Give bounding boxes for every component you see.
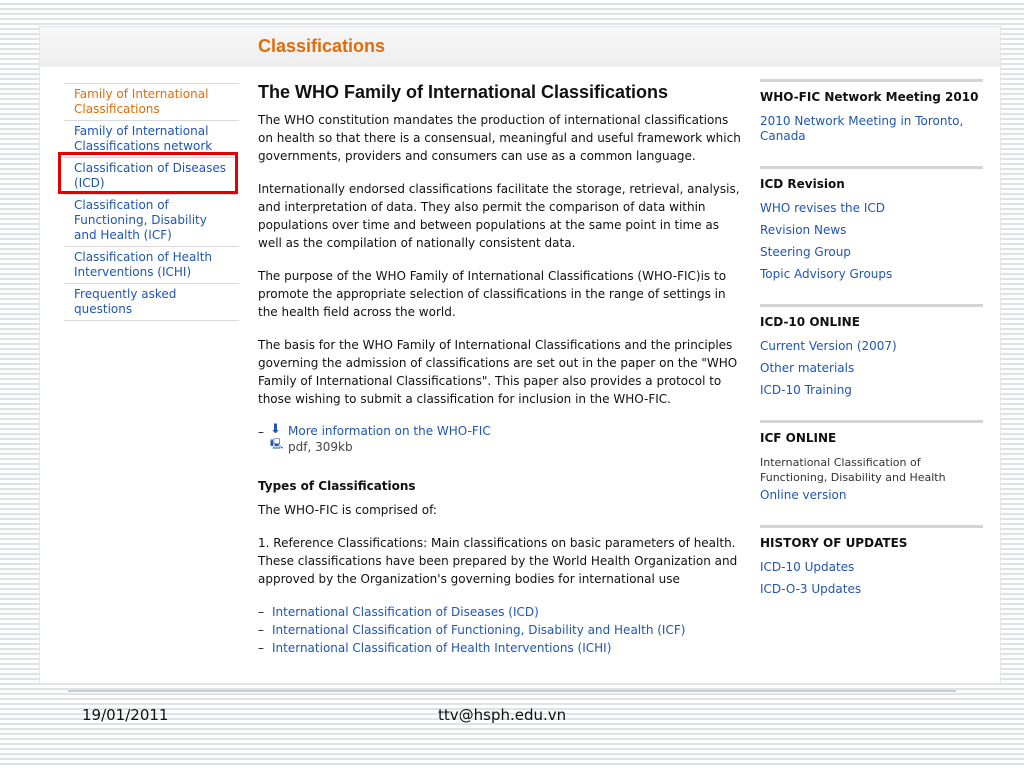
types-intro: The WHO-FIC is comprised of:	[258, 503, 437, 517]
icf-online-link[interactable]: Online version	[760, 488, 847, 502]
list-item	[258, 603, 743, 621]
footer-date: 19/01/2011	[82, 706, 169, 724]
download-icon: ⬇ 🖳	[270, 422, 284, 450]
top-band	[40, 27, 1000, 67]
footer-divider	[68, 690, 956, 692]
icf-link[interactable]: International Classification of Functioning, Disability and Health (ICF)	[272, 623, 686, 637]
download-item	[258, 423, 743, 455]
steering-group-link[interactable]: Steering Group	[760, 245, 851, 259]
list-dash: –	[258, 605, 264, 619]
left-nav	[64, 83, 239, 321]
nav-item-icf[interactable]: Classification of Functioning, Disability and Health (ICF)	[64, 194, 239, 246]
types-reference: 1. Reference Classifications: Main classifications on basic parameters of health. These classifications have been prepared by the World Health Organization and approved by the Organization's governing bodies for international use	[258, 536, 738, 586]
right-sidebar	[760, 79, 983, 619]
icd10-updates-link[interactable]: ICD-10 Updates	[760, 560, 855, 574]
sidebar-block-icd-revision	[760, 166, 983, 282]
types-heading: Types of Classifications	[258, 479, 416, 493]
list-dash: –	[258, 623, 264, 637]
current-version-link[interactable]: Current Version (2007)	[760, 339, 897, 353]
sidebar-heading: ICD Revision	[760, 177, 845, 191]
toronto-meeting-link[interactable]: 2010 Network Meeting in Toronto, Canada	[760, 114, 964, 143]
nav-item-network[interactable]: Family of International Classifications network	[64, 120, 239, 157]
section-title: Classifications	[258, 36, 386, 56]
list-item	[258, 639, 743, 657]
icd-link[interactable]: International Classification of Diseases (ICD)	[272, 605, 539, 619]
revision-news-link[interactable]: Revision News	[760, 223, 847, 237]
more-info-link[interactable]: More information on the WHO-FIC	[288, 424, 491, 438]
list-dash: –	[258, 641, 264, 655]
page-title: The WHO Family of International Classifications	[258, 82, 669, 102]
sidebar-heading: ICD-10 ONLINE	[760, 315, 860, 329]
sidebar-heading: HISTORY OF UPDATES	[760, 536, 908, 550]
download-meta: pdf, 309kb	[288, 440, 353, 454]
sidebar-heading: WHO-FIC Network Meeting 2010	[760, 90, 979, 104]
paragraph-basis: The basis for the WHO Family of International Classifications and the principles governing the admission of classifications are set out in the paper on the "WHO Family of International Classifications". This paper also provides a protocol to those wishing to submit a classification for inclusion in the WHO-FIC.	[258, 338, 738, 406]
nav-item-family[interactable]: Family of International Classifications	[64, 83, 239, 120]
sidebar-block-icf	[760, 420, 983, 503]
browser-page	[40, 27, 1000, 683]
other-materials-link[interactable]: Other materials	[760, 361, 855, 375]
icdo3-updates-link[interactable]: ICD-O-3 Updates	[760, 582, 862, 596]
download-text	[288, 423, 491, 455]
sidebar-heading: ICF ONLINE	[760, 431, 837, 445]
paragraph-purpose: The purpose of the WHO Family of International Classifications (WHO-FIC)is to promote the appropriate selection of classifications in the range of settings in the health field across the world.	[258, 269, 727, 319]
main-content	[258, 83, 743, 657]
footer-email: ttv@hsph.edu.vn	[438, 706, 567, 724]
icd10-training-link[interactable]: ICD-10 Training	[760, 383, 852, 397]
revises-icd-link[interactable]: WHO revises the ICD	[760, 201, 886, 215]
sidebar-block-meeting	[760, 79, 983, 144]
nav-item-ichi[interactable]: Classification of Health Interventions (ICHI)	[64, 246, 239, 283]
nav-item-faq[interactable]: Frequently asked questions	[64, 283, 239, 321]
list-item	[258, 621, 743, 639]
sidebar-block-icd10	[760, 304, 983, 398]
ichi-link[interactable]: International Classification of Health Interventions (ICHI)	[272, 641, 612, 655]
paragraph-endorsed: Internationally endorsed classifications facilitate the storage, retrieval, analysis, and interpretation of data. They also permit the comparison of data within populations over time and between populations at the same point in time as well as the compilation of nationally consistent data.	[258, 182, 740, 250]
sidebar-block-history	[760, 525, 983, 597]
topic-advisory-link[interactable]: Topic Advisory Groups	[760, 267, 893, 281]
classification-links	[258, 603, 743, 657]
download-dash: –	[258, 425, 264, 439]
icf-description: International Classification of Functioning, Disability and Health	[760, 456, 946, 484]
nav-item-icd[interactable]: Classification of Diseases (ICD)	[64, 157, 239, 194]
paragraph-constitution: The WHO constitution mandates the production of international classifications on health so that there is a consensual, meaningful and useful framework which governments, providers and consumers can use as a common language.	[258, 113, 741, 163]
